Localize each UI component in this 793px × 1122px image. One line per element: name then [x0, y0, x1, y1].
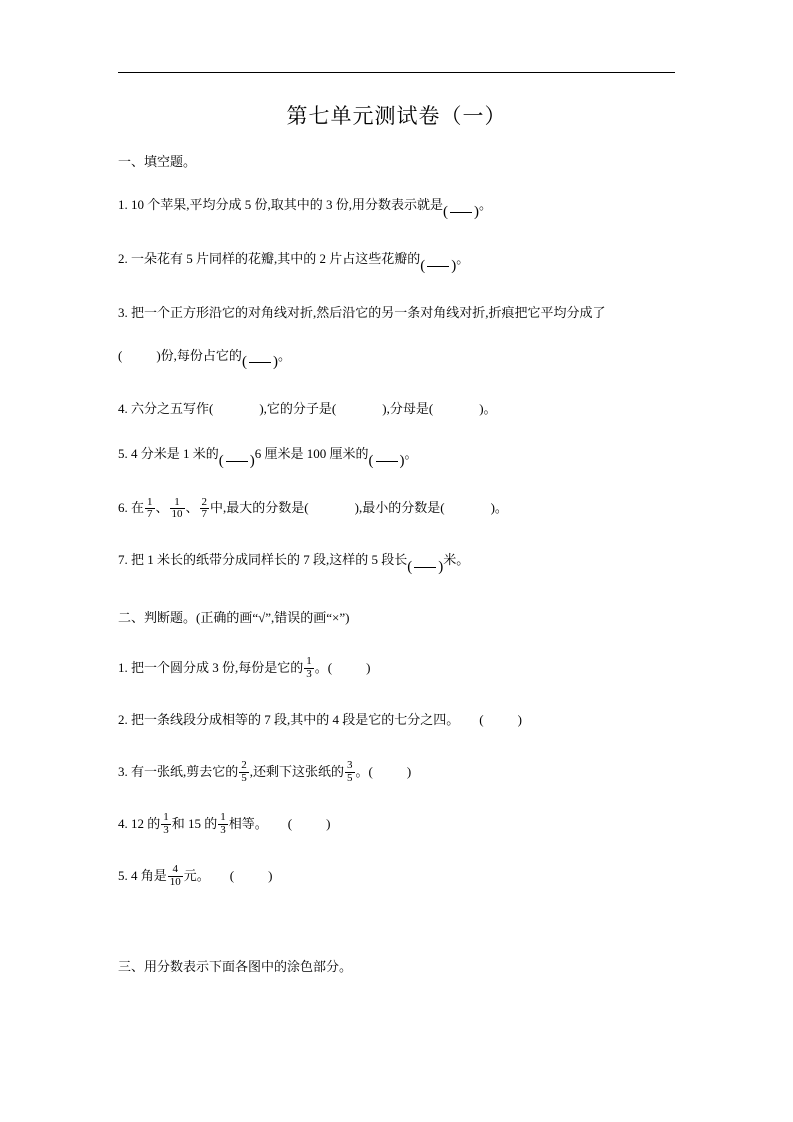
fraction-two-fifths: [239, 760, 249, 784]
answer-blank-paren-open[interactable]: (: [118, 347, 123, 363]
fraction-blank[interactable]: ( ): [420, 257, 457, 274]
section-heading-true-false: 二、判断题。(正确的画“√”,错误的画“×”): [118, 610, 350, 626]
question-text: 和 15 的: [171, 815, 218, 831]
fraction-blank[interactable]: ( ): [218, 453, 255, 470]
fraction-denominator: 7: [201, 508, 208, 521]
section-heading-shade-fractions: 三、用分数表示下面各图中的涂色部分。: [118, 958, 353, 974]
fraction-one-tenth: [170, 497, 185, 521]
paren-open: (: [229, 867, 235, 883]
question-text-end: 。: [456, 250, 470, 266]
question-text: 中,最大的分数是(: [210, 500, 309, 516]
fraction-one-seventh: [145, 497, 155, 521]
question-text: 元。: [183, 867, 210, 883]
question-1-5: [118, 441, 675, 476]
fraction-denominator: 3: [220, 823, 226, 836]
question-text: 12 的: [131, 815, 161, 831]
fraction-blank[interactable]: ( ): [241, 354, 278, 371]
fraction-denominator: 7: [147, 508, 153, 521]
page-title: 第七单元测试卷（一）: [286, 104, 507, 128]
fraction-numerator: 2: [241, 759, 247, 772]
question-text: 把一条线段分成相等的 7 段,其中的 4 段是它的七分之四。: [131, 711, 460, 727]
question-number: 7.: [118, 552, 128, 568]
fraction-blank[interactable]: ( ): [407, 559, 444, 576]
fraction-numerator: 1: [174, 495, 180, 508]
question-text-end: )。: [479, 401, 497, 417]
question-1-7: [118, 547, 675, 582]
fraction-one-third: [218, 812, 228, 836]
question-text: )份,每份占它的: [156, 347, 242, 363]
fraction-one-third: [304, 656, 314, 680]
paren-close: ): [366, 659, 371, 675]
question-text: ),最小的分数是(: [354, 500, 445, 516]
question-number: 5.: [118, 446, 128, 462]
question-number: 4.: [118, 815, 128, 831]
question-number: 3.: [118, 763, 128, 779]
fraction-two-sevenths: [200, 497, 210, 521]
question-text: 。(: [314, 659, 333, 675]
fraction-numerator: 4: [172, 863, 179, 876]
separator: 、: [185, 500, 199, 516]
question-2-3: [118, 759, 675, 785]
question-text-end: 。: [277, 347, 291, 363]
fraction-numerator: 2: [201, 495, 208, 508]
question-2-2: [118, 707, 675, 733]
fraction-denominator: 10: [171, 508, 183, 521]
question-number: 4.: [118, 401, 128, 417]
question-1-2: [118, 246, 675, 281]
fraction-denominator: 5: [347, 771, 353, 784]
fraction-numerator: 1: [163, 811, 169, 824]
fraction-blank[interactable]: ( ): [368, 453, 405, 470]
question-number: 5.: [118, 867, 128, 883]
question-text: 把一个圆分成 3 份,每份是它的: [131, 659, 304, 675]
fraction-denominator: 3: [306, 667, 312, 680]
question-1-6: [118, 495, 675, 521]
question-2-1: [118, 655, 675, 681]
question-number: 3.: [118, 304, 128, 320]
header-divider: [118, 72, 675, 73]
question-1-3: [118, 300, 675, 326]
question-text: 把 1 米长的纸带分成同样长的 7 段,这样的 5 段长: [131, 552, 408, 568]
question-text: ),它的分子是(: [259, 401, 337, 417]
question-text: 一朵花有 5 片同样的花瓣,其中的 2 片占这些花瓣的: [131, 250, 421, 266]
paren-open: (: [479, 711, 484, 727]
question-text: ,还剩下这张纸的: [249, 763, 345, 779]
separator: 、: [155, 500, 169, 516]
question-1-3-continued: [118, 343, 675, 378]
question-text: 六分之五写作(: [131, 401, 214, 417]
question-number: 1.: [118, 659, 128, 675]
section-heading-fill-in-blanks: 一、填空题。: [118, 154, 197, 169]
question-text: 4 分米是 1 米的: [131, 446, 219, 462]
fraction-denominator: 3: [163, 823, 169, 836]
question-text-end: 。: [404, 446, 418, 462]
fraction-numerator: 1: [220, 811, 226, 824]
question-text: 。(: [355, 763, 373, 779]
question-text: 10 个苹果,平均分成 5 份,取其中的 3 份,用分数表示就是: [131, 196, 444, 212]
fraction-denominator: 10: [169, 875, 181, 888]
question-number: 2.: [118, 711, 128, 727]
question-text: 在: [131, 500, 145, 516]
question-text: 有一张纸,剪去它的: [131, 763, 239, 779]
question-text: ),分母是(: [382, 401, 434, 417]
question-number: 6.: [118, 500, 128, 516]
fraction-numerator: 3: [347, 759, 353, 772]
fraction-numerator: 1: [147, 495, 153, 508]
fraction-denominator: 5: [241, 771, 247, 784]
paren-open: (: [287, 815, 293, 831]
question-1-4: [118, 396, 675, 422]
question-text-end: 。: [479, 196, 493, 212]
fraction-three-fifths: [345, 760, 355, 784]
question-number: 1.: [118, 196, 128, 212]
fraction-blank[interactable]: ( ): [443, 203, 480, 220]
question-text-end: )。: [490, 500, 508, 516]
question-2-5: [118, 863, 675, 889]
fraction-one-third: [161, 812, 171, 836]
question-text: 6 厘米是 100 厘米的: [254, 446, 369, 462]
paren-close: ): [517, 711, 522, 727]
question-1-1: [118, 192, 675, 227]
paren-close: ): [268, 867, 273, 883]
question-text: 4 角是: [131, 867, 167, 883]
paren-close: ): [406, 763, 412, 779]
fraction-four-tenths: [168, 864, 183, 888]
fraction-numerator: 1: [306, 655, 312, 668]
paren-close: ): [326, 815, 331, 831]
question-text: 把一个正方形沿它的对角线对折,然后沿它的另一条对角线对折,折痕把它平均分成了: [131, 304, 606, 320]
question-text: 相等。: [228, 815, 268, 831]
question-2-4: [118, 811, 675, 837]
question-number: 2.: [118, 250, 128, 266]
question-text-end: 米。: [443, 552, 470, 568]
